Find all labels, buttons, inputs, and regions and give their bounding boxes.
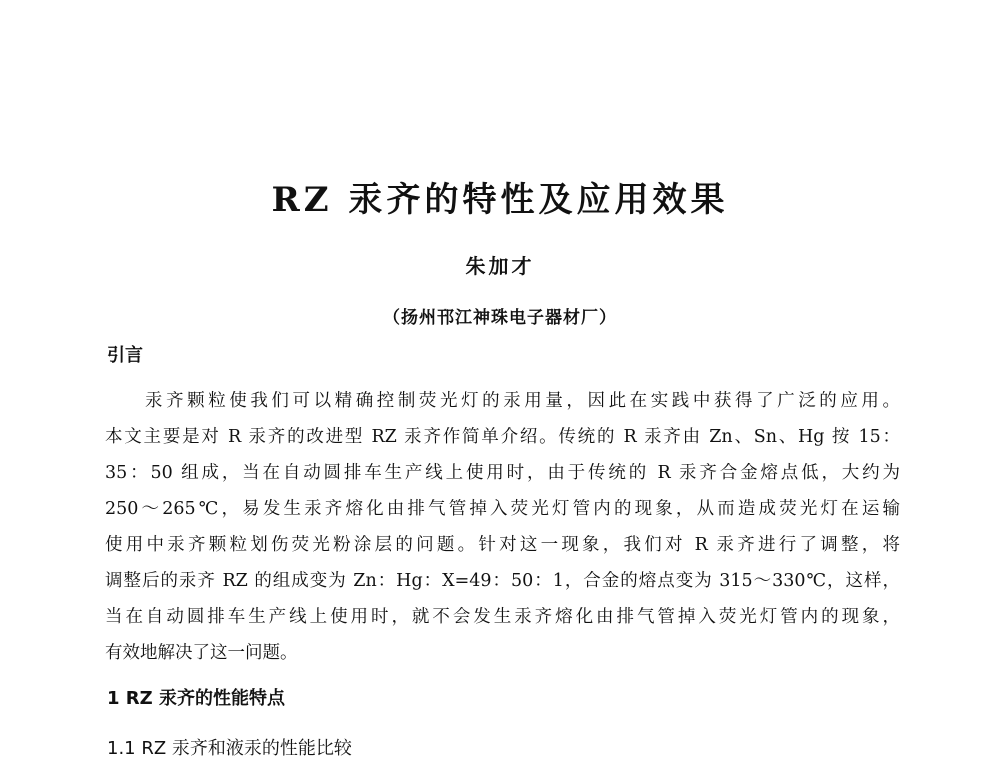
intro-heading: 引言 — [107, 345, 143, 366]
intro-paragraph-line: 250～265℃，易发生汞齐熔化由排气管掉入荧光灯管内的现象，从而造成荧光灯在运输 — [105, 499, 900, 519]
intro-paragraph-line: 使用中汞齐颗粒划伤荧光粉涂层的问题。针对这一现象，我们对 R 汞齐进行了调整，将 — [105, 535, 900, 555]
paper-title: RZ 汞齐的特性及应用效果 — [271, 180, 729, 220]
intro-paragraph-line: 本文主要是对 R 汞齐的改进型 RZ 汞齐作简单介绍。传统的 R 汞齐由 Zn、Sn、Hg 按 15： — [105, 427, 900, 447]
intro-paragraph-line: 汞齐颗粒使我们可以精确控制荧光灯的汞用量，因此在实践中获得了广泛的应用。 — [145, 391, 900, 411]
intro-paragraph-line: 35：50 组成，当在自动圆排车生产线上使用时，由于传统的 R 汞齐合金熔点低，大约为 — [105, 463, 900, 483]
section-1-heading: 1 RZ 汞齐的性能特点 — [107, 688, 285, 709]
intro-paragraph-line: 调整后的汞齐 RZ 的组成变为 Zn：Hg：X=49：50：1，合金的熔点变为 315～330℃，这样， — [105, 571, 900, 591]
intro-paragraph-line: 有效地解决了这一问题。 — [105, 643, 298, 663]
paper-affiliation: （扬州邗江神珠电子器材厂） — [383, 308, 617, 328]
paper-author: 朱加才 — [465, 254, 535, 278]
section-1-1-heading: 1.1 RZ 汞齐和液汞的性能比较 — [107, 738, 352, 759]
intro-paragraph-line: 当在自动圆排车生产线上使用时，就不会发生汞齐熔化由排气管掉入荧光灯管内的现象， — [105, 607, 900, 627]
